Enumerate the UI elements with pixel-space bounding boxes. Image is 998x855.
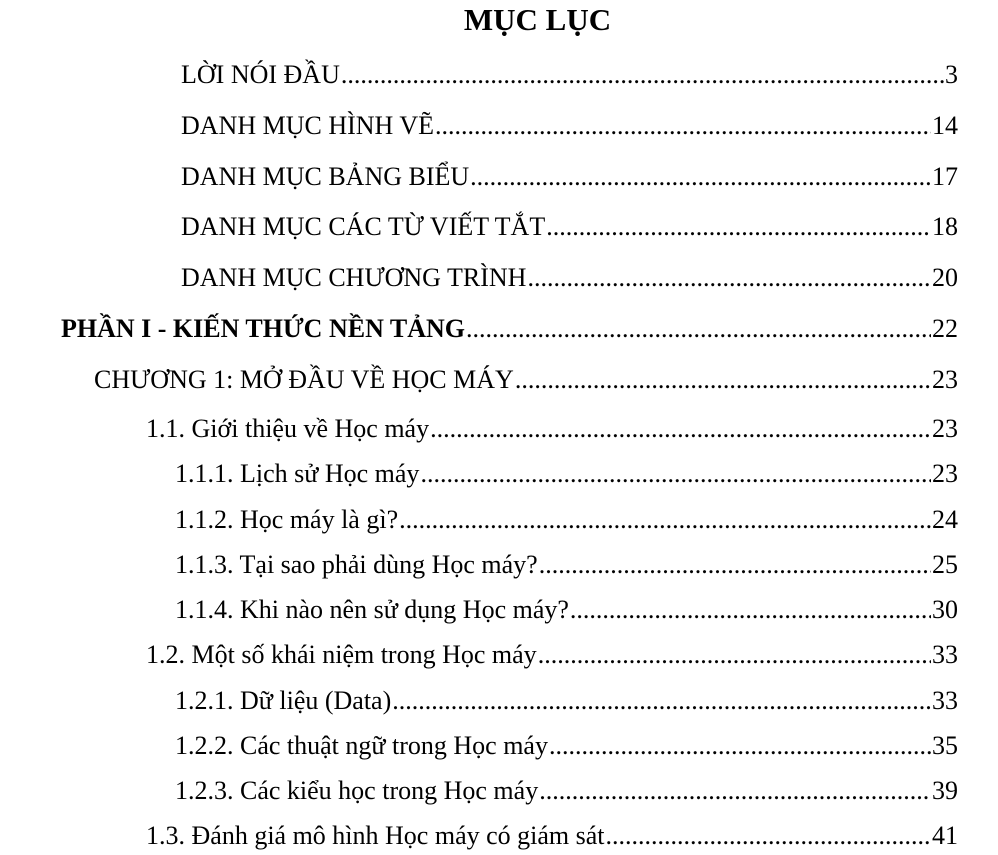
dot-leader <box>466 311 931 347</box>
toc-entry-label: 1.1. Giới thiệu về Học máy <box>146 414 430 443</box>
toc-entry-page: 24 <box>932 505 958 534</box>
toc-entry-page: 33 <box>932 686 958 715</box>
toc-entry-label: 1.1.3. Tại sao phải dùng Học máy? <box>175 550 538 579</box>
toc-entry-label: LỜI NÓI ĐẦU <box>181 60 340 89</box>
toc-entry-section-1-1[interactable] <box>146 411 958 447</box>
toc-entry-section-1-2-2[interactable] <box>175 728 958 764</box>
dot-leader <box>539 773 931 809</box>
dot-leader <box>470 159 931 195</box>
toc-entry-section-1-1-3[interactable] <box>175 547 958 583</box>
toc-entry-page: 23 <box>932 414 958 443</box>
toc-entry-label: DANH MỤC BẢNG BIỂU <box>181 162 470 191</box>
toc-entry-label: 1.1.1. Lịch sử Học máy <box>175 459 420 488</box>
toc-entry-section-1-1-2[interactable] <box>175 502 958 538</box>
toc-entry-section-1-2[interactable] <box>146 637 958 673</box>
toc-entry-page: 39 <box>932 776 958 805</box>
toc-entry-page: 20 <box>932 263 958 292</box>
toc-entry-label: 1.3. Đánh giá mô hình Học máy có giám sát <box>146 821 605 850</box>
toc-entry-list-of-programs[interactable] <box>181 260 958 296</box>
toc-entry-page: 41 <box>932 821 958 850</box>
toc-entry-label: PHẦN I - KIẾN THỨC NỀN TẢNG <box>61 314 466 343</box>
toc-entry-section-1-1-1[interactable] <box>175 456 958 492</box>
dot-leader <box>341 57 944 93</box>
dot-leader <box>538 637 931 673</box>
toc-entry-label: CHƯƠNG 1: MỞ ĐẦU VỀ HỌC MÁY <box>94 365 514 394</box>
dot-leader <box>430 411 931 447</box>
toc-entry-label: DANH MỤC CHƯƠNG TRÌNH <box>181 263 527 292</box>
toc-entry-preface[interactable] <box>181 57 958 93</box>
toc-entry-label: DANH MỤC CÁC TỪ VIẾT TẮT <box>181 212 546 241</box>
toc-entry-label: DANH MỤC HÌNH VẼ <box>181 111 435 140</box>
toc-entry-section-1-2-3[interactable] <box>175 773 958 809</box>
toc-entry-page: 25 <box>932 550 958 579</box>
toc-entry-page: 23 <box>932 459 958 488</box>
dot-leader <box>515 362 931 398</box>
toc-entry-label: 1.1.2. Học máy là gì? <box>175 505 399 534</box>
toc-entry-part-1[interactable] <box>61 311 958 347</box>
toc-entry-page: 17 <box>932 162 958 191</box>
toc-entry-label: 1.2.1. Dữ liệu (Data) <box>175 686 392 715</box>
dot-leader <box>606 818 931 854</box>
dot-leader <box>549 728 931 764</box>
toc-entry-page: 3 <box>945 60 958 89</box>
toc-entry-page: 35 <box>932 731 958 760</box>
dot-leader <box>392 683 931 719</box>
toc-entry-label: 1.2.3. Các kiểu học trong Học máy <box>175 776 539 805</box>
toc-entry-chapter-1[interactable] <box>94 362 958 398</box>
toc-entry-list-of-tables[interactable] <box>181 159 958 195</box>
toc-entry-section-1-3[interactable] <box>146 818 958 854</box>
toc-entry-list-of-figures[interactable] <box>181 108 958 144</box>
dot-leader <box>435 108 931 144</box>
toc-entry-label: 1.1.4. Khi nào nên sử dụng Học máy? <box>175 595 569 624</box>
toc-title: MỤC LỤC <box>463 2 612 37</box>
toc-entry-page: 30 <box>932 595 958 624</box>
toc-entry-section-1-1-4[interactable] <box>175 592 958 628</box>
toc-entry-page: 23 <box>932 365 958 394</box>
dot-leader <box>539 547 931 583</box>
toc-entry-label: 1.2.2. Các thuật ngữ trong Học máy <box>175 731 548 760</box>
toc-entry-label: 1.2. Một số khái niệm trong Học máy <box>146 640 537 669</box>
toc-entry-page: 14 <box>932 111 958 140</box>
toc-entry-abbreviations[interactable] <box>181 209 958 245</box>
dot-leader <box>420 456 931 492</box>
dot-leader <box>546 209 931 245</box>
toc-entry-page: 33 <box>932 640 958 669</box>
toc-entry-page: 18 <box>932 212 958 241</box>
toc-entry-page: 22 <box>932 314 958 343</box>
dot-leader <box>399 502 931 538</box>
dot-leader <box>527 260 931 296</box>
dot-leader <box>570 592 931 628</box>
toc-entry-section-1-2-1[interactable] <box>175 683 958 719</box>
